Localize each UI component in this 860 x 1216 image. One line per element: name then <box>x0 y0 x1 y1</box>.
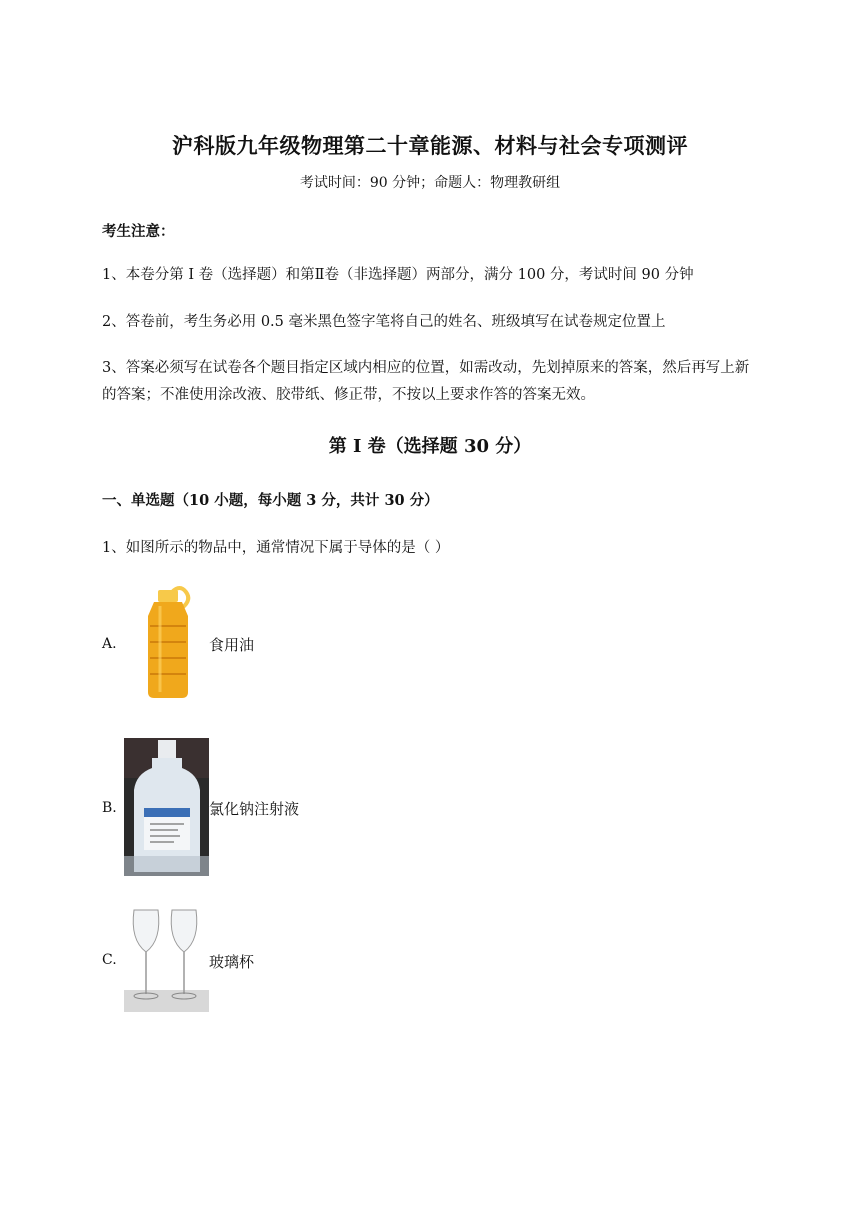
notice-item-1: 1、本卷分第 I 卷（选择题）和第Ⅱ卷（非选择题）两部分，满分 100 分，考试时间 90 分钟 <box>102 267 694 283</box>
option-b-text: 氯化钠注射液 <box>209 800 300 818</box>
part-heading: 一、单选题（10 小题，每小题 3 分，共计 30 分） <box>102 492 439 509</box>
wine-glasses-image <box>124 908 209 1012</box>
option-a-letter: A. <box>102 636 117 652</box>
page-title: 沪科版九年级物理第二十章能源、材料与社会专项测评 <box>172 133 688 158</box>
notice-item-3-line-2: 的答案；不准使用涂改液、胶带纸、修正带，不按以上要求作答的答案无效。 <box>102 387 595 403</box>
option-b-letter: B. <box>102 800 117 816</box>
notice-item-2: 2、答卷前，考生务必用 0.5 毫米黑色签字笔将自己的姓名、班级填写在试卷规定位置上 <box>102 314 666 330</box>
oil-bottle-image <box>132 584 204 700</box>
notice-heading: 考生注意： <box>102 223 175 240</box>
saline-bottle-image <box>124 738 209 876</box>
option-c-letter: C. <box>102 952 117 968</box>
question-stem: 1、如图所示的物品中，通常情况下属于导体的是（ ） <box>102 540 450 556</box>
option-c-text: 玻璃杯 <box>209 953 255 971</box>
option-a-text: 食用油 <box>209 636 255 654</box>
exam-info: 考试时间：90 分钟；命题人：物理教研组 <box>299 175 561 191</box>
notice-item-3-line-1: 3、答案必须写在试卷各个题目指定区域内相应的位置，如需改动，先划掉原来的答案，然后再写上新 <box>102 360 750 376</box>
section-title: 第 I 卷（选择题 30 分） <box>328 436 532 457</box>
